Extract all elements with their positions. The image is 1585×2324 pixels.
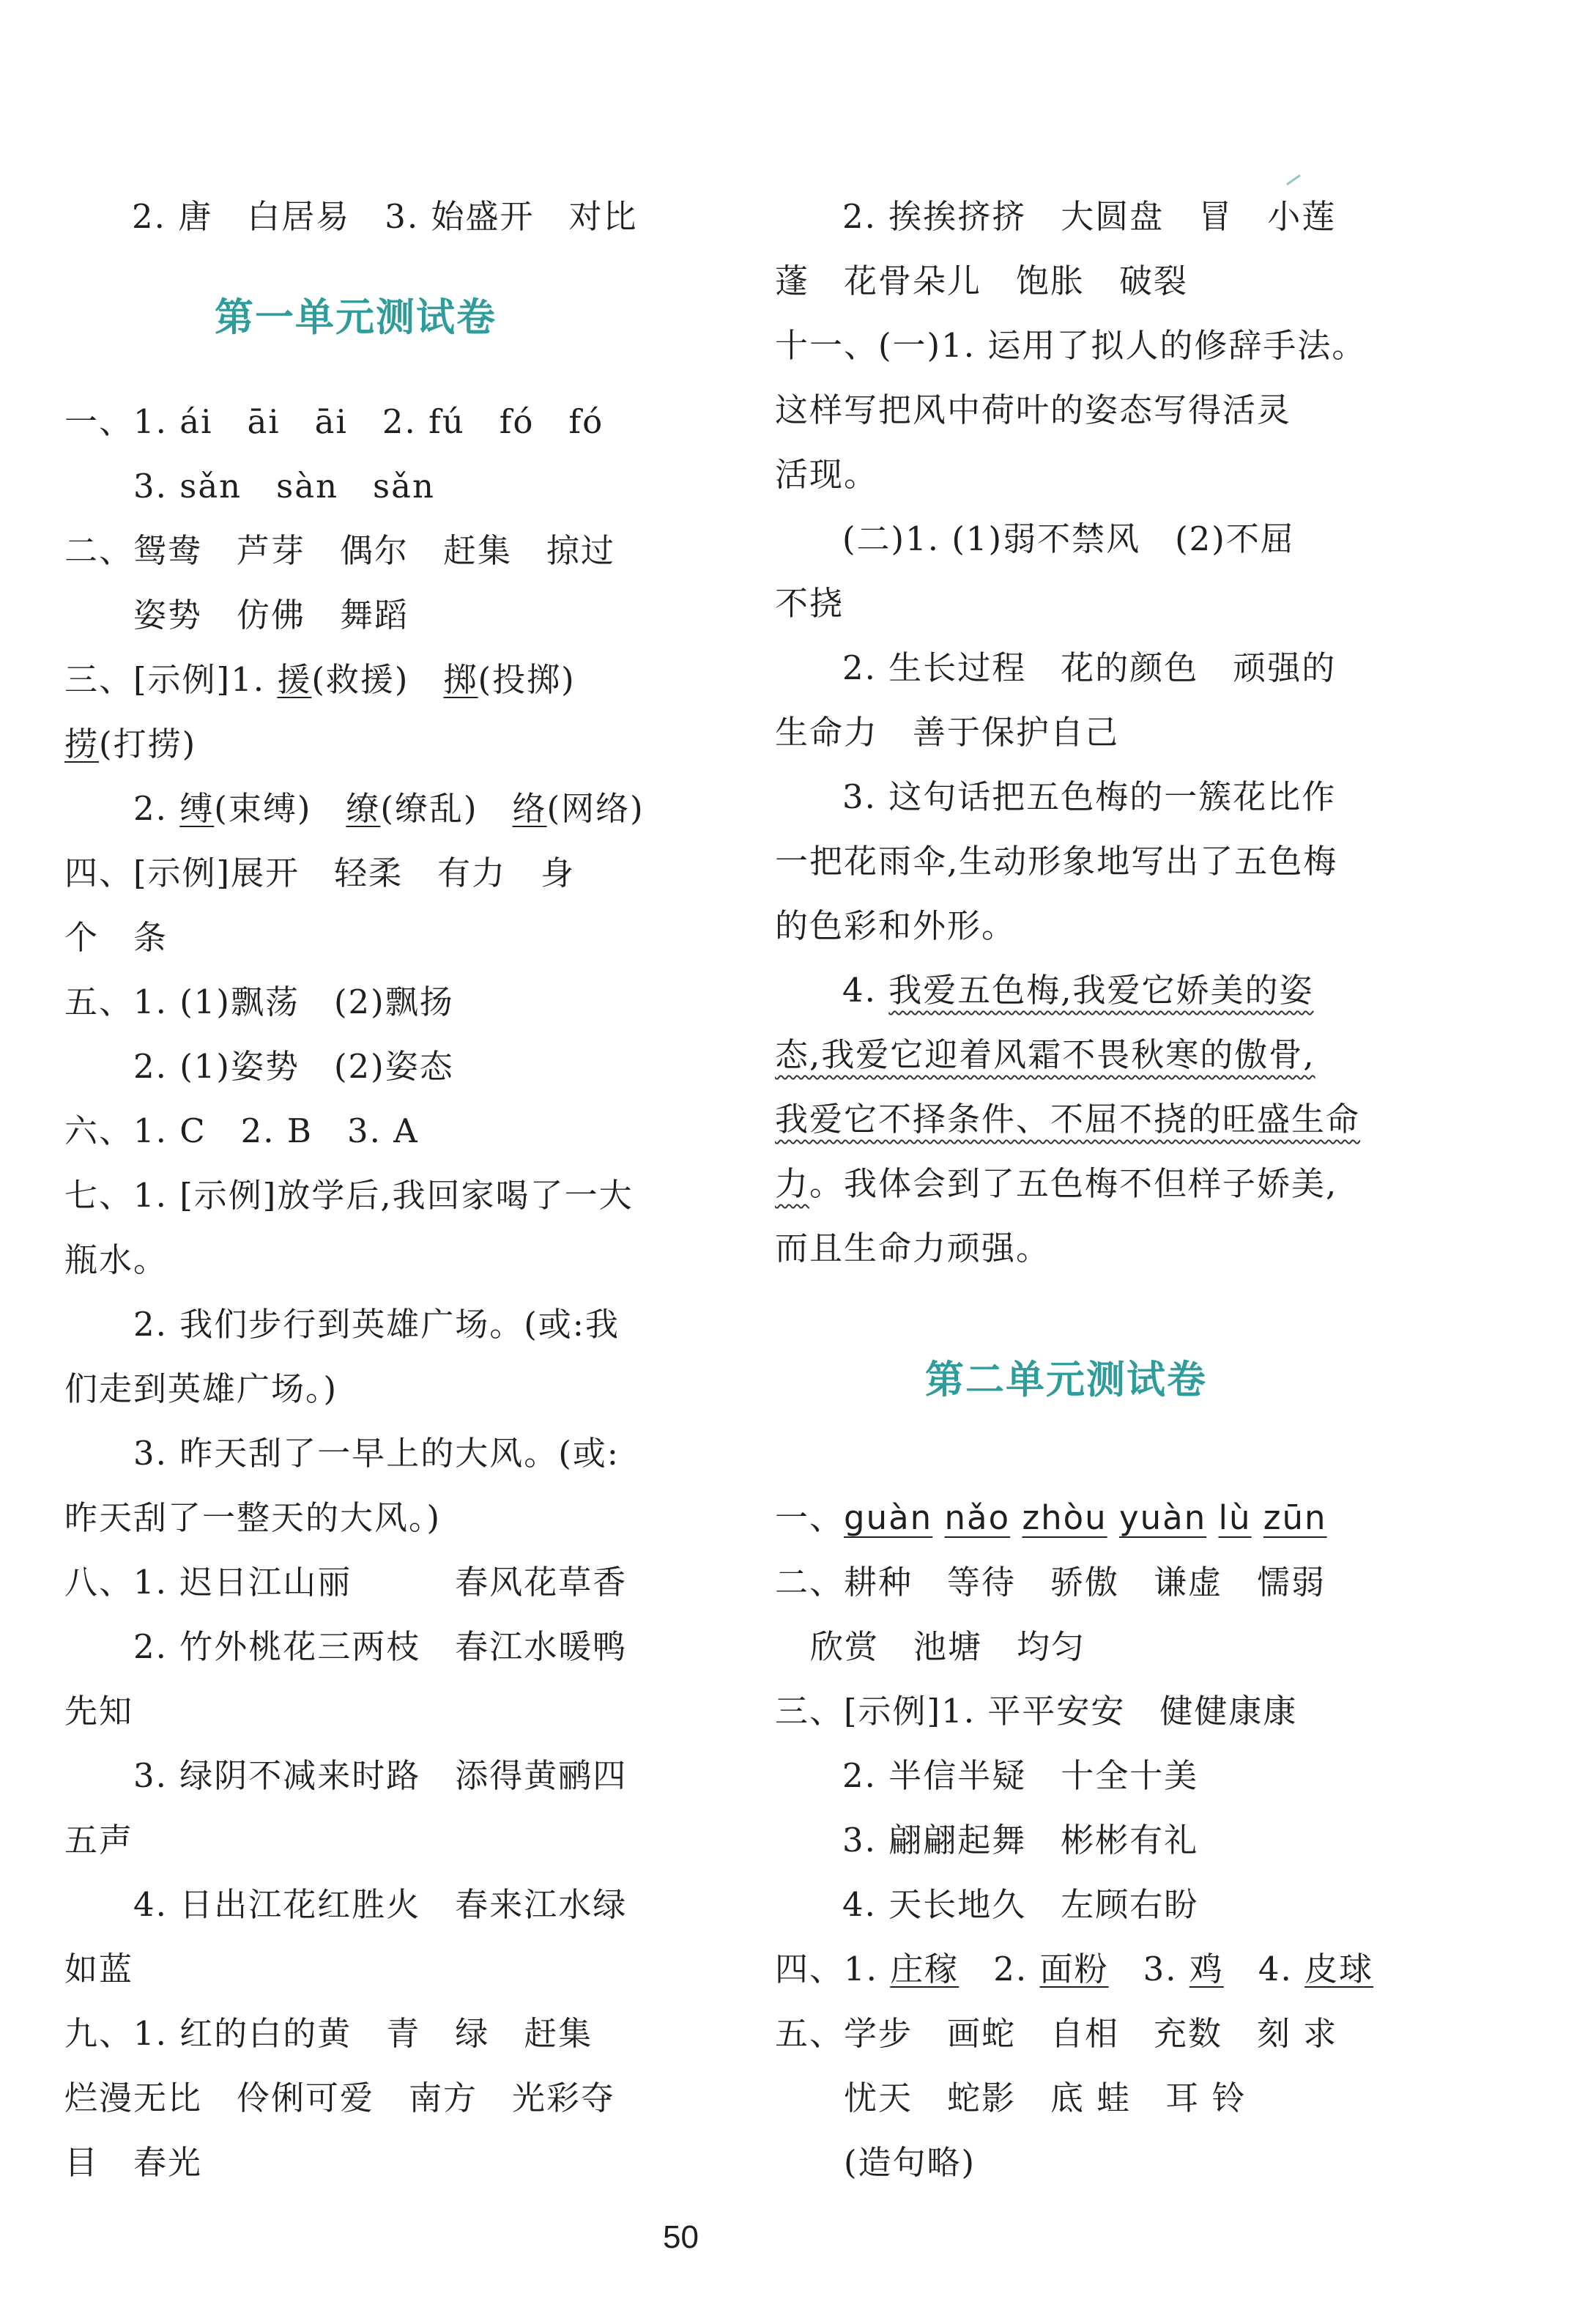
right-line: 忧天 蛇影 底 蛙 耳 铃 bbox=[844, 2079, 1247, 2117]
text-run: (缭乱) bbox=[380, 789, 513, 828]
left-line: 3. 绿阴不减来时路 添得黄鹂四 bbox=[133, 1756, 628, 1795]
right-line: 3. 这句话把五色梅的一簇花比作 bbox=[842, 777, 1337, 816]
right-line: 活现。 bbox=[775, 455, 879, 494]
underlined-word: 鸡 bbox=[1189, 1950, 1224, 1988]
underlined-word: 皮球 bbox=[1304, 1950, 1374, 1988]
left-line: 如蓝 bbox=[64, 1950, 134, 1988]
text-run: 。我体会到了五色梅不但样子娇美, bbox=[809, 1164, 1338, 1203]
text-run: 2. bbox=[133, 789, 180, 828]
unit2-heading: 第二单元测试卷 bbox=[925, 1357, 1207, 1402]
left-line: 瓶水。 bbox=[64, 1240, 168, 1279]
left-line: 五、1. (1)飘荡 (2)飘扬 bbox=[64, 982, 454, 1021]
pinyin-answer: lù bbox=[1218, 1498, 1252, 1537]
right-line: 我爱它不择条件、不屈不挠的旺盛生命 bbox=[775, 1100, 1361, 1139]
left-line: 3. sǎn sàn sǎn bbox=[133, 467, 435, 506]
text-run: 3. bbox=[1143, 1950, 1189, 1988]
left-line: 八、1. 迟日江山丽 春风花草香 bbox=[64, 1563, 628, 1602]
underlined-word: 面粉 bbox=[1039, 1950, 1109, 1988]
left-line: 二、鸳鸯 芦芽 偶尔 赶集 掠过 bbox=[64, 531, 616, 570]
text-run: (投掷) bbox=[478, 660, 576, 699]
pinyin-answer: zhòu bbox=[1022, 1498, 1107, 1537]
right-line: 的色彩和外形。 bbox=[775, 906, 1017, 945]
underlined-char: 捞 bbox=[64, 725, 100, 763]
left-line: 3. 昨天刮了一早上的大风。(或: bbox=[133, 1434, 620, 1473]
left-line: 昨天刮了一整天的大风。) bbox=[64, 1498, 442, 1537]
underlined-char: 缭 bbox=[346, 789, 381, 828]
unit1-heading: 第一单元测试卷 bbox=[215, 295, 497, 340]
text-run: 三、[示例]1. bbox=[64, 660, 278, 699]
left-line: 目 春光 bbox=[64, 2143, 203, 2182]
underlined-char: 络 bbox=[512, 789, 547, 828]
right-line bbox=[775, 1496, 1327, 1540]
right-line: 2. 半信半疑 十全十美 bbox=[842, 1756, 1199, 1795]
left-line: 九、1. 红的白的黄 青 绿 赶集 bbox=[64, 2014, 593, 2053]
right-line: 二、耕种 等待 骄傲 谦虚 懦弱 bbox=[775, 1563, 1326, 1602]
text-run: 4. bbox=[1258, 1950, 1305, 1988]
text-run: 一、 bbox=[775, 1498, 845, 1537]
right-line: 这样写把风中荷叶的姿态写得活灵 bbox=[775, 391, 1292, 429]
right-line: (造句略) bbox=[844, 2143, 976, 2182]
right-line: 不挠 bbox=[775, 584, 845, 623]
right-line bbox=[775, 1947, 1373, 1991]
pinyin-answer: guàn bbox=[844, 1498, 933, 1537]
left-line bbox=[133, 787, 645, 831]
left-line: 2. (1)姿势 (2)姿态 bbox=[133, 1047, 454, 1086]
right-line: 而且生命力顽强。 bbox=[775, 1229, 1051, 1268]
right-line: 生命力 善于保护自己 bbox=[775, 713, 1120, 752]
text-run: (打捞) bbox=[99, 725, 197, 763]
left-line: 姿势 仿佛 舞蹈 bbox=[133, 596, 409, 634]
right-line: 2. 生长过程 花的颜色 顽强的 bbox=[842, 648, 1337, 687]
left-line: 一、1. ái āi āi 2. fú fó fó bbox=[64, 402, 604, 441]
text-run: (束缚) bbox=[214, 789, 346, 828]
left-line bbox=[64, 658, 576, 702]
left-line: 2. 唐 白居易 3. 始盛开 对比 bbox=[132, 197, 638, 236]
right-line bbox=[842, 969, 1314, 1013]
pinyin-answer: zūn bbox=[1263, 1498, 1327, 1537]
right-line: 态,我爱它迎着风霜不畏秋寒的傲骨, bbox=[775, 1035, 1315, 1074]
page-number: 50 bbox=[663, 2219, 699, 2255]
left-line: 先知 bbox=[64, 1692, 134, 1731]
right-line: 一把花雨伞,生动形象地写出了五色梅 bbox=[775, 842, 1338, 881]
right-line: 十一、(一)1. 运用了拟人的修辞手法。 bbox=[775, 326, 1367, 365]
text-run: 四、1. bbox=[775, 1950, 891, 1988]
underlined-word: 庄稼 bbox=[890, 1950, 959, 1988]
underlined-char: 掷 bbox=[443, 660, 478, 699]
right-line: 三、[示例]1. 平平安安 健健康康 bbox=[775, 1692, 1298, 1731]
right-line: 4. 天长地久 左顾右盼 bbox=[842, 1885, 1199, 1924]
pinyin-answer: yuàn bbox=[1118, 1498, 1207, 1537]
left-line: 们走到英雄广场。) bbox=[64, 1369, 338, 1408]
wavy-underlined-text: 力 bbox=[775, 1164, 810, 1203]
underlined-char: 援 bbox=[277, 660, 312, 699]
right-line: (二)1. (1)弱不禁风 (2)不屈 bbox=[842, 519, 1295, 558]
left-line: 五声 bbox=[64, 1821, 134, 1859]
text-run: 4. bbox=[842, 971, 889, 1010]
text-run: (救援) bbox=[311, 660, 444, 699]
right-line: 蓬 花骨朵儿 饱胀 破裂 bbox=[775, 262, 1189, 300]
left-line: 2. 我们步行到英雄广场。(或:我 bbox=[133, 1305, 620, 1344]
text-run: (网络) bbox=[546, 789, 645, 828]
right-line bbox=[775, 1162, 1337, 1206]
right-line: 2. 挨挨挤挤 大圆盘 冒 小莲 bbox=[842, 197, 1337, 236]
left-line bbox=[64, 722, 196, 766]
left-line: 个 条 bbox=[64, 918, 168, 957]
left-line: 烂漫无比 伶俐可爱 南方 光彩夺 bbox=[64, 2079, 616, 2117]
right-line: 五、学步 画蛇 自相 充数 刻 求 bbox=[775, 2014, 1338, 2053]
text-run: 2. bbox=[993, 1950, 1040, 1988]
left-line: 六、1. C 2. B 3. A bbox=[64, 1111, 419, 1150]
pinyin-answer: nǎo bbox=[944, 1498, 1011, 1537]
decorative-mark bbox=[1286, 174, 1301, 185]
left-line: 四、[示例]展开 轻柔 有力 身 bbox=[64, 854, 576, 892]
right-line: 3. 翩翩起舞 彬彬有礼 bbox=[842, 1821, 1199, 1859]
left-line: 2. 竹外桃花三两枝 春江水暖鸭 bbox=[133, 1627, 628, 1666]
wavy-underlined-text: 我爱五色梅,我爱它娇美的姿 bbox=[888, 971, 1314, 1010]
left-line: 七、1. [示例]放学后,我回家喝了一大 bbox=[64, 1176, 634, 1215]
right-line: 欣赏 池塘 均匀 bbox=[810, 1627, 1086, 1666]
underlined-char: 缚 bbox=[179, 789, 215, 828]
left-line: 4. 日出江花红胜火 春来江水绿 bbox=[133, 1885, 628, 1924]
